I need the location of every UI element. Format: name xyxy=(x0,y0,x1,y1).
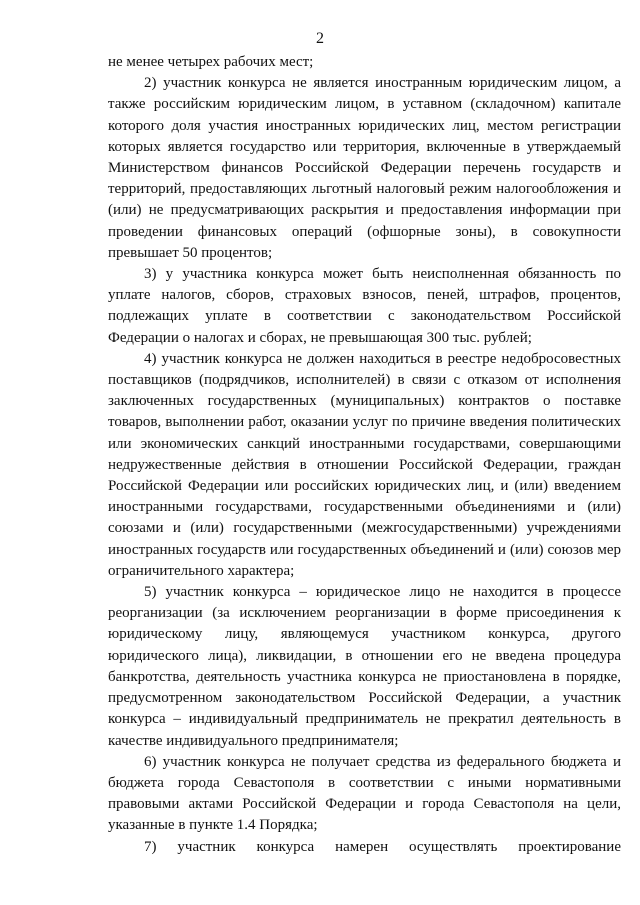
document-body xyxy=(108,52,621,858)
paragraph-continuation: не менее четырех рабочих мест; xyxy=(108,54,314,70)
paragraph-item-5: 5) участник конкурса – юридическое лицо не находится в процессе реорганизации (за исключением реорганизации в форме присоединения к юридическому лицу, являющемуся участником конкурса, другого юридического лица), ликвидации, в отношении его не введена процедура банкротства, деятельность участника конкурса не приостановлена в порядке, предусмотренном законодательством Российской Федерации, а участник конкурса – индивидуальный предприниматель не прекратил деятельность в качестве индивидуального предпринимателя; xyxy=(108,584,621,749)
paragraph-item-2: 2) участник конкурса не является иностранным юридическим лицом, а также российским юридическим лицом, в уставном (складочном) капитале которого доля участия иностранных юридических лиц, местом регистрации которых является государство или территория, включенные в утверждаемый Министерством финансов Российской Федерации перечень государств и территорий, предоставляющих льготный налоговый режим налогообложения и (или) не предусматривающих раскрытия и предоставления информации при проведении финансовых операций (офшорные зоны), в совокупности превышает 50 процентов; xyxy=(108,75,621,261)
paragraph-item-6: 6) участник конкурса не получает средства из федерального бюджета и бюджета города Севастополя в соответствии с иными нормативными правовыми актами Российской Федерации и города Севастополя на цели, указанные в пункте 1.4 Порядка; xyxy=(108,753,621,834)
paragraph-item-7: 7) участник конкурса намерен осуществлять проектирование xyxy=(144,838,621,855)
page-number: 2 xyxy=(316,30,324,47)
paragraph-item-3: 3) у участника конкурса может быть неисполненная обязанность по уплате налогов, сборов, страховых взносов, пеней, штрафов, процентов, подлежащих уплате в соответствии с законодательством Российской Федерации о налогах и сборах, не превышающая 300 тыс. рублей; xyxy=(108,266,621,346)
paragraph-item-4: 4) участник конкурса не должен находиться в реестре недобросовестных поставщиков (подрядчиков, исполнителей) в связи с отказом от исполнения заключенных государственных (муниципальных) контрактов о поставке товаров, выполнении работ, оказании услуг по причине введения политических или экономических санкций иностранными государствами, совершающими недружественные действия в отношении Российской Федерации, граждан Российской Федерации или российских юридических лиц, и (или) введением иностранными государствами, государственными объединениями и (или) союзами и (или) государственными (межгосударственными) учреждениями иностранных государств или государственных объединений и (или) союзов мер ограничительного характера; xyxy=(108,350,621,579)
